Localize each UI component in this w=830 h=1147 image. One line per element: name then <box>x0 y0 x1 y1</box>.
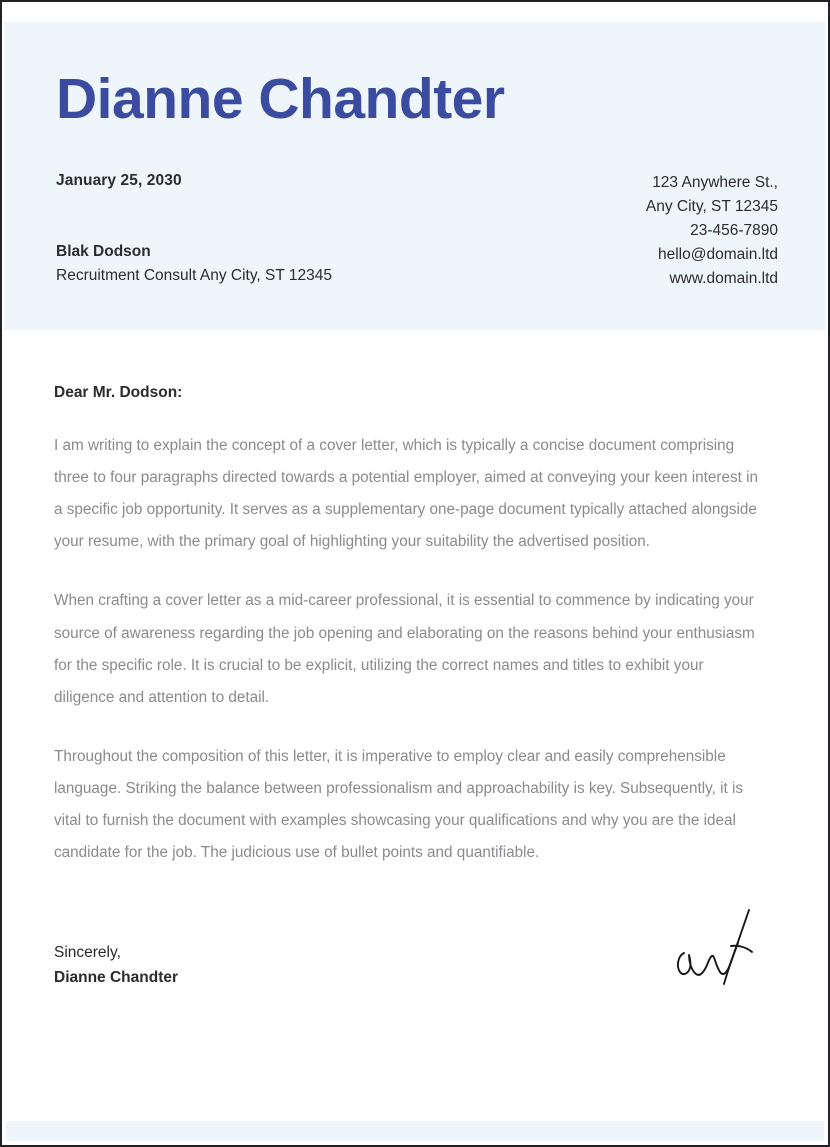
recipient-address: Recruitment Consult Any City, ST 12345 <box>56 266 332 284</box>
sender-contact-block <box>646 171 778 291</box>
salutation: Dear Mr. Dodson: <box>54 384 183 401</box>
letter-paragraph: I am writing to explain the concept of a cover letter, which is typically a concise document comprising three to four paragraphs directed towards a potential employer, aimed at conveying your keen interest in a specific job opportunity. It serves as a supplementary one-page document typically attached alongside your resume, with the primary goal of highlighting your suitability the advertised position. <box>54 437 759 551</box>
contact-email: hello@domain.ltd <box>658 246 778 264</box>
letter-date: January 25, 2030 <box>56 172 182 189</box>
footer-band <box>6 1121 824 1141</box>
contact-city: Any City, ST 12345 <box>645 198 778 216</box>
contact-phone: 23-456-7890 <box>690 222 778 240</box>
closing-name: Dianne Chandter <box>54 969 179 987</box>
handwritten-signature-icon <box>668 908 778 1000</box>
closing-block <box>54 940 178 990</box>
letter-paragraph: When crafting a cover letter as a mid-career professional, it is essential to commence by indicating your source of awareness regarding the job opening and elaborating on the reasons behind your enthusiasm for the specific role. It is crucial to be explicit, utilizing the correct names and titles to exhibit your diligence and attention to detail. <box>54 592 755 706</box>
contact-website: www.domain.ltd <box>669 270 778 288</box>
contact-street: 123 Anywhere St., <box>652 174 778 191</box>
letter-body-area <box>4 330 826 1143</box>
page-title: Dianne Chandter <box>56 67 505 131</box>
closing-salutation: Sincerely, <box>54 944 121 961</box>
header-band <box>4 22 826 330</box>
recipient-name: Blak Dodson <box>56 243 151 260</box>
letter-paragraph: Throughout the composition of this letter, it is imperative to employ clear and easily comprehensible language. Striking the balance between professionalism and approachability is key. Subsequently, it is vital to furnish the document with examples showcasing your qualifications and why you are the ideal candidate for the job. The judicious use of bullet points and quantifiable. <box>54 747 744 862</box>
letter-paragraphs <box>54 430 766 896</box>
recipient-block <box>56 240 332 287</box>
